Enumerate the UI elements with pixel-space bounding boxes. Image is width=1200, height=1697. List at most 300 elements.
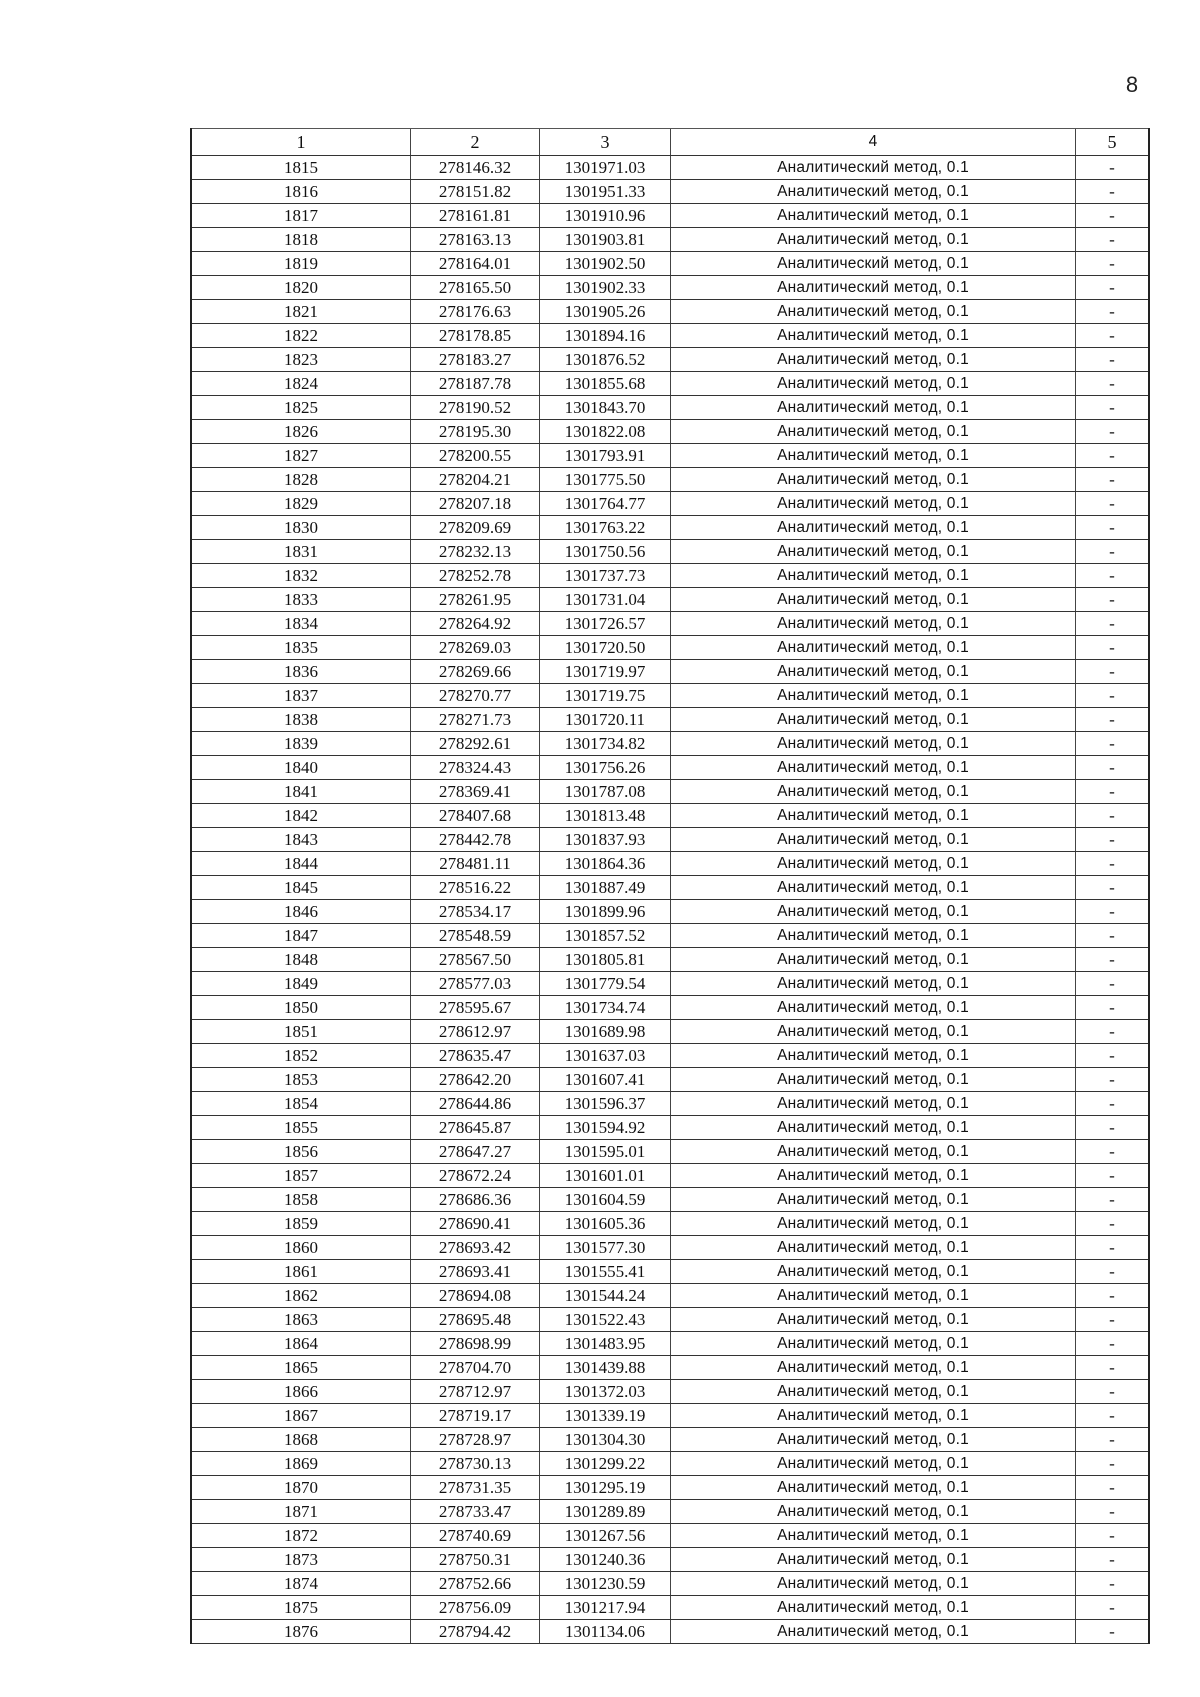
- cell-point-number: 1833: [191, 588, 411, 612]
- cell-note: -: [1076, 420, 1150, 444]
- cell-coord-x: 278595.67: [411, 996, 540, 1020]
- table-row: [191, 348, 1149, 372]
- table-row: [191, 1044, 1149, 1068]
- cell-point-number: 1857: [191, 1164, 411, 1188]
- cell-note: -: [1076, 1452, 1150, 1476]
- cell-note: -: [1076, 180, 1150, 204]
- table-row: [191, 228, 1149, 252]
- cell-coord-y: 1301267.56: [540, 1524, 671, 1548]
- cell-coord-y: 1301604.59: [540, 1188, 671, 1212]
- cell-method: Аналитический метод, 0.1: [671, 1524, 1076, 1548]
- cell-point-number: 1817: [191, 204, 411, 228]
- cell-coord-y: 1301837.93: [540, 828, 671, 852]
- header-col-2: 2: [411, 129, 540, 156]
- cell-point-number: 1834: [191, 612, 411, 636]
- table-row: [191, 1596, 1149, 1620]
- cell-coord-y: 1301720.50: [540, 636, 671, 660]
- cell-coord-x: 278232.13: [411, 540, 540, 564]
- cell-point-number: 1862: [191, 1284, 411, 1308]
- cell-method: Аналитический метод, 0.1: [671, 252, 1076, 276]
- cell-coord-x: 278176.63: [411, 300, 540, 324]
- cell-coord-y: 1301843.70: [540, 396, 671, 420]
- cell-note: -: [1076, 612, 1150, 636]
- cell-note: -: [1076, 1524, 1150, 1548]
- cell-coord-y: 1301793.91: [540, 444, 671, 468]
- cell-coord-y: 1301719.97: [540, 660, 671, 684]
- cell-method: Аналитический метод, 0.1: [671, 156, 1076, 180]
- cell-point-number: 1826: [191, 420, 411, 444]
- cell-note: -: [1076, 252, 1150, 276]
- cell-point-number: 1860: [191, 1236, 411, 1260]
- cell-coord-y: 1301779.54: [540, 972, 671, 996]
- cell-method: Аналитический метод, 0.1: [671, 756, 1076, 780]
- table-row: [191, 708, 1149, 732]
- cell-point-number: 1830: [191, 516, 411, 540]
- cell-coord-y: 1301971.03: [540, 156, 671, 180]
- cell-point-number: 1869: [191, 1452, 411, 1476]
- cell-coord-x: 278163.13: [411, 228, 540, 252]
- cell-coord-y: 1301951.33: [540, 180, 671, 204]
- cell-method: Аналитический метод, 0.1: [671, 1044, 1076, 1068]
- table-row: [191, 1476, 1149, 1500]
- coordinates-table-container: [190, 128, 1142, 1644]
- cell-coord-y: 1301299.22: [540, 1452, 671, 1476]
- cell-point-number: 1824: [191, 372, 411, 396]
- cell-coord-x: 278644.86: [411, 1092, 540, 1116]
- cell-point-number: 1866: [191, 1380, 411, 1404]
- cell-method: Аналитический метод, 0.1: [671, 1476, 1076, 1500]
- cell-note: -: [1076, 756, 1150, 780]
- cell-method: Аналитический метод, 0.1: [671, 1236, 1076, 1260]
- cell-coord-x: 278794.42: [411, 1620, 540, 1644]
- cell-note: -: [1076, 1332, 1150, 1356]
- table-row: [191, 1332, 1149, 1356]
- cell-coord-y: 1301813.48: [540, 804, 671, 828]
- cell-coord-y: 1301876.52: [540, 348, 671, 372]
- cell-coord-x: 278324.43: [411, 756, 540, 780]
- cell-coord-y: 1301134.06: [540, 1620, 671, 1644]
- table-row: [191, 756, 1149, 780]
- cell-coord-y: 1301756.26: [540, 756, 671, 780]
- cell-method: Аналитический метод, 0.1: [671, 876, 1076, 900]
- page-number: 8: [1125, 72, 1139, 97]
- cell-note: -: [1076, 1044, 1150, 1068]
- table-row: [191, 204, 1149, 228]
- cell-point-number: 1831: [191, 540, 411, 564]
- cell-note: -: [1076, 1260, 1150, 1284]
- cell-note: -: [1076, 1068, 1150, 1092]
- cell-point-number: 1832: [191, 564, 411, 588]
- cell-note: -: [1076, 492, 1150, 516]
- cell-coord-x: 278534.17: [411, 900, 540, 924]
- cell-coord-y: 1301822.08: [540, 420, 671, 444]
- cell-note: -: [1076, 1548, 1150, 1572]
- cell-point-number: 1853: [191, 1068, 411, 1092]
- cell-method: Аналитический метод, 0.1: [671, 1284, 1076, 1308]
- cell-coord-x: 278635.47: [411, 1044, 540, 1068]
- cell-method: Аналитический метод, 0.1: [671, 732, 1076, 756]
- cell-point-number: 1838: [191, 708, 411, 732]
- cell-point-number: 1819: [191, 252, 411, 276]
- cell-method: Аналитический метод, 0.1: [671, 1116, 1076, 1140]
- table-row: [191, 1572, 1149, 1596]
- table-row: [191, 684, 1149, 708]
- cell-note: -: [1076, 1140, 1150, 1164]
- cell-point-number: 1841: [191, 780, 411, 804]
- cell-coord-x: 278187.78: [411, 372, 540, 396]
- cell-coord-x: 278178.85: [411, 324, 540, 348]
- cell-note: -: [1076, 1236, 1150, 1260]
- cell-coord-y: 1301737.73: [540, 564, 671, 588]
- table-row: [191, 588, 1149, 612]
- cell-point-number: 1845: [191, 876, 411, 900]
- table-row: [191, 1260, 1149, 1284]
- cell-coord-x: 278642.20: [411, 1068, 540, 1092]
- cell-note: -: [1076, 732, 1150, 756]
- cell-note: -: [1076, 1572, 1150, 1596]
- cell-note: -: [1076, 1356, 1150, 1380]
- cell-point-number: 1854: [191, 1092, 411, 1116]
- table-row: [191, 468, 1149, 492]
- cell-coord-x: 278731.35: [411, 1476, 540, 1500]
- cell-method: Аналитический метод, 0.1: [671, 1212, 1076, 1236]
- cell-method: Аналитический метод, 0.1: [671, 1188, 1076, 1212]
- table-row: [191, 852, 1149, 876]
- table-row: [191, 300, 1149, 324]
- table-row: [191, 1020, 1149, 1044]
- cell-method: Аналитический метод, 0.1: [671, 1620, 1076, 1644]
- cell-coord-x: 278548.59: [411, 924, 540, 948]
- cell-coord-x: 278252.78: [411, 564, 540, 588]
- cell-coord-x: 278209.69: [411, 516, 540, 540]
- table-row: [191, 924, 1149, 948]
- table-row: [191, 636, 1149, 660]
- cell-coord-y: 1301601.01: [540, 1164, 671, 1188]
- cell-method: Аналитический метод, 0.1: [671, 420, 1076, 444]
- cell-coord-x: 278161.81: [411, 204, 540, 228]
- cell-coord-x: 278704.70: [411, 1356, 540, 1380]
- table-row: [191, 1524, 1149, 1548]
- cell-coord-x: 278369.41: [411, 780, 540, 804]
- cell-point-number: 1829: [191, 492, 411, 516]
- cell-coord-x: 278270.77: [411, 684, 540, 708]
- cell-point-number: 1867: [191, 1404, 411, 1428]
- cell-note: -: [1076, 852, 1150, 876]
- cell-method: Аналитический метод, 0.1: [671, 1092, 1076, 1116]
- cell-method: Аналитический метод, 0.1: [671, 1260, 1076, 1284]
- cell-coord-y: 1301910.96: [540, 204, 671, 228]
- table-row: [191, 420, 1149, 444]
- cell-coord-y: 1301902.33: [540, 276, 671, 300]
- cell-note: -: [1076, 684, 1150, 708]
- cell-note: -: [1076, 1620, 1150, 1644]
- cell-coord-y: 1301731.04: [540, 588, 671, 612]
- cell-method: Аналитический метод, 0.1: [671, 1332, 1076, 1356]
- cell-coord-y: 1301544.24: [540, 1284, 671, 1308]
- cell-coord-y: 1301289.89: [540, 1500, 671, 1524]
- cell-coord-x: 278271.73: [411, 708, 540, 732]
- header-col-5: 5: [1076, 129, 1150, 156]
- cell-coord-x: 278200.55: [411, 444, 540, 468]
- table-row: [191, 156, 1149, 180]
- cell-coord-y: 1301230.59: [540, 1572, 671, 1596]
- cell-note: -: [1076, 1020, 1150, 1044]
- cell-point-number: 1816: [191, 180, 411, 204]
- cell-point-number: 1855: [191, 1116, 411, 1140]
- table-row: [191, 948, 1149, 972]
- cell-coord-x: 278195.30: [411, 420, 540, 444]
- cell-coord-x: 278442.78: [411, 828, 540, 852]
- cell-method: Аналитический метод, 0.1: [671, 852, 1076, 876]
- cell-point-number: 1835: [191, 636, 411, 660]
- cell-note: -: [1076, 588, 1150, 612]
- cell-note: -: [1076, 708, 1150, 732]
- cell-point-number: 1836: [191, 660, 411, 684]
- table-row: [191, 612, 1149, 636]
- cell-coord-x: 278567.50: [411, 948, 540, 972]
- cell-method: Аналитический метод, 0.1: [671, 1452, 1076, 1476]
- cell-coord-x: 278740.69: [411, 1524, 540, 1548]
- cell-coord-x: 278183.27: [411, 348, 540, 372]
- cell-coord-x: 278516.22: [411, 876, 540, 900]
- cell-note: -: [1076, 1188, 1150, 1212]
- cell-coord-y: 1301637.03: [540, 1044, 671, 1068]
- cell-coord-y: 1301439.88: [540, 1356, 671, 1380]
- cell-method: Аналитический метод, 0.1: [671, 828, 1076, 852]
- cell-note: -: [1076, 1428, 1150, 1452]
- cell-point-number: 1843: [191, 828, 411, 852]
- header-col-3: 3: [540, 129, 671, 156]
- cell-coord-y: 1301240.36: [540, 1548, 671, 1572]
- cell-point-number: 1823: [191, 348, 411, 372]
- cell-method: Аналитический метод, 0.1: [671, 948, 1076, 972]
- cell-note: -: [1076, 1404, 1150, 1428]
- cell-coord-y: 1301595.01: [540, 1140, 671, 1164]
- cell-method: Аналитический метод, 0.1: [671, 1404, 1076, 1428]
- cell-coord-y: 1301857.52: [540, 924, 671, 948]
- cell-point-number: 1828: [191, 468, 411, 492]
- table-row: [191, 1404, 1149, 1428]
- cell-method: Аналитический метод, 0.1: [671, 660, 1076, 684]
- cell-note: -: [1076, 1308, 1150, 1332]
- cell-note: -: [1076, 876, 1150, 900]
- cell-coord-x: 278292.61: [411, 732, 540, 756]
- cell-coord-y: 1301483.95: [540, 1332, 671, 1356]
- cell-coord-y: 1301295.19: [540, 1476, 671, 1500]
- cell-coord-x: 278730.13: [411, 1452, 540, 1476]
- cell-method: Аналитический метод, 0.1: [671, 516, 1076, 540]
- cell-point-number: 1868: [191, 1428, 411, 1452]
- table-row: [191, 372, 1149, 396]
- cell-coord-x: 278261.95: [411, 588, 540, 612]
- cell-coord-x: 278752.66: [411, 1572, 540, 1596]
- cell-coord-y: 1301855.68: [540, 372, 671, 396]
- cell-method: Аналитический метод, 0.1: [671, 1020, 1076, 1044]
- cell-note: -: [1076, 996, 1150, 1020]
- coordinates-table: [190, 128, 1150, 1644]
- cell-method: Аналитический метод, 0.1: [671, 324, 1076, 348]
- cell-coord-x: 278695.48: [411, 1308, 540, 1332]
- cell-coord-x: 278407.68: [411, 804, 540, 828]
- cell-note: -: [1076, 540, 1150, 564]
- cell-method: Аналитический метод, 0.1: [671, 540, 1076, 564]
- cell-method: Аналитический метод, 0.1: [671, 1164, 1076, 1188]
- header-col-1: 1: [191, 129, 411, 156]
- cell-coord-x: 278733.47: [411, 1500, 540, 1524]
- cell-point-number: 1850: [191, 996, 411, 1020]
- cell-method: Аналитический метод, 0.1: [671, 300, 1076, 324]
- table-row: [191, 516, 1149, 540]
- cell-note: -: [1076, 1164, 1150, 1188]
- cell-note: -: [1076, 1092, 1150, 1116]
- cell-method: Аналитический метод, 0.1: [671, 636, 1076, 660]
- cell-method: Аналитический метод, 0.1: [671, 1572, 1076, 1596]
- cell-point-number: 1865: [191, 1356, 411, 1380]
- cell-point-number: 1874: [191, 1572, 411, 1596]
- cell-method: Аналитический метод, 0.1: [671, 1380, 1076, 1404]
- cell-method: Аналитический метод, 0.1: [671, 780, 1076, 804]
- cell-note: -: [1076, 1476, 1150, 1500]
- cell-point-number: 1837: [191, 684, 411, 708]
- cell-coord-x: 278190.52: [411, 396, 540, 420]
- table-row: [191, 1068, 1149, 1092]
- table-row: [191, 180, 1149, 204]
- cell-note: -: [1076, 804, 1150, 828]
- cell-point-number: 1821: [191, 300, 411, 324]
- cell-note: -: [1076, 1212, 1150, 1236]
- table-row: [191, 1236, 1149, 1260]
- cell-point-number: 1840: [191, 756, 411, 780]
- cell-method: Аналитический метод, 0.1: [671, 588, 1076, 612]
- cell-method: Аналитический метод, 0.1: [671, 468, 1076, 492]
- cell-coord-y: 1301555.41: [540, 1260, 671, 1284]
- table-row: [191, 780, 1149, 804]
- cell-coord-x: 278269.66: [411, 660, 540, 684]
- cell-coord-x: 278728.97: [411, 1428, 540, 1452]
- cell-coord-x: 278693.41: [411, 1260, 540, 1284]
- table-row: [191, 324, 1149, 348]
- cell-point-number: 1825: [191, 396, 411, 420]
- table-row: [191, 1548, 1149, 1572]
- cell-point-number: 1876: [191, 1620, 411, 1644]
- cell-note: -: [1076, 300, 1150, 324]
- cell-coord-y: 1301339.19: [540, 1404, 671, 1428]
- cell-method: Аналитический метод, 0.1: [671, 1068, 1076, 1092]
- cell-method: Аналитический метод, 0.1: [671, 612, 1076, 636]
- cell-coord-x: 278207.18: [411, 492, 540, 516]
- table-row: [191, 732, 1149, 756]
- cell-point-number: 1856: [191, 1140, 411, 1164]
- cell-point-number: 1849: [191, 972, 411, 996]
- cell-coord-y: 1301805.81: [540, 948, 671, 972]
- cell-coord-x: 278264.92: [411, 612, 540, 636]
- cell-coord-x: 278269.03: [411, 636, 540, 660]
- table-row: [191, 1164, 1149, 1188]
- cell-coord-y: 1301787.08: [540, 780, 671, 804]
- table-row: [191, 1212, 1149, 1236]
- cell-note: -: [1076, 276, 1150, 300]
- cell-coord-y: 1301734.74: [540, 996, 671, 1020]
- cell-note: -: [1076, 516, 1150, 540]
- cell-note: -: [1076, 444, 1150, 468]
- table-row: [191, 996, 1149, 1020]
- cell-coord-y: 1301522.43: [540, 1308, 671, 1332]
- cell-coord-x: 278577.03: [411, 972, 540, 996]
- cell-point-number: 1871: [191, 1500, 411, 1524]
- cell-method: Аналитический метод, 0.1: [671, 684, 1076, 708]
- cell-coord-y: 1301596.37: [540, 1092, 671, 1116]
- cell-note: -: [1076, 468, 1150, 492]
- cell-method: Аналитический метод, 0.1: [671, 1548, 1076, 1572]
- cell-note: -: [1076, 1596, 1150, 1620]
- cell-coord-x: 278165.50: [411, 276, 540, 300]
- cell-coord-x: 278204.21: [411, 468, 540, 492]
- cell-point-number: 1872: [191, 1524, 411, 1548]
- cell-method: Аналитический метод, 0.1: [671, 708, 1076, 732]
- table-row: [191, 540, 1149, 564]
- cell-note: -: [1076, 228, 1150, 252]
- cell-method: Аналитический метод, 0.1: [671, 492, 1076, 516]
- cell-coord-y: 1301905.26: [540, 300, 671, 324]
- cell-note: -: [1076, 780, 1150, 804]
- cell-note: -: [1076, 156, 1150, 180]
- cell-method: Аналитический метод, 0.1: [671, 1356, 1076, 1380]
- table-row: [191, 972, 1149, 996]
- table-row: [191, 1308, 1149, 1332]
- cell-coord-y: 1301607.41: [540, 1068, 671, 1092]
- cell-coord-y: 1301763.22: [540, 516, 671, 540]
- cell-method: Аналитический метод, 0.1: [671, 180, 1076, 204]
- cell-note: -: [1076, 1284, 1150, 1308]
- table-row: [191, 1380, 1149, 1404]
- header-col-4: 4: [671, 129, 1076, 156]
- table-row: [191, 804, 1149, 828]
- table-row: [191, 1620, 1149, 1644]
- cell-note: -: [1076, 324, 1150, 348]
- cell-coord-y: 1301899.96: [540, 900, 671, 924]
- cell-note: -: [1076, 828, 1150, 852]
- cell-point-number: 1822: [191, 324, 411, 348]
- cell-point-number: 1844: [191, 852, 411, 876]
- cell-note: -: [1076, 900, 1150, 924]
- cell-coord-x: 278481.11: [411, 852, 540, 876]
- cell-method: Аналитический метод, 0.1: [671, 276, 1076, 300]
- cell-method: Аналитический метод, 0.1: [671, 444, 1076, 468]
- cell-coord-x: 278750.31: [411, 1548, 540, 1572]
- table-row: [191, 1428, 1149, 1452]
- table-row: [191, 900, 1149, 924]
- cell-coord-x: 278612.97: [411, 1020, 540, 1044]
- cell-coord-y: 1301894.16: [540, 324, 671, 348]
- cell-coord-x: 278151.82: [411, 180, 540, 204]
- table-row: [191, 1500, 1149, 1524]
- table-row: [191, 276, 1149, 300]
- cell-coord-y: 1301902.50: [540, 252, 671, 276]
- cell-coord-y: 1301720.11: [540, 708, 671, 732]
- cell-note: -: [1076, 924, 1150, 948]
- cell-note: -: [1076, 948, 1150, 972]
- table-row: [191, 828, 1149, 852]
- cell-method: Аналитический метод, 0.1: [671, 396, 1076, 420]
- cell-note: -: [1076, 564, 1150, 588]
- cell-method: Аналитический метод, 0.1: [671, 348, 1076, 372]
- cell-note: -: [1076, 660, 1150, 684]
- cell-point-number: 1851: [191, 1020, 411, 1044]
- table-row: [191, 1140, 1149, 1164]
- table-row: [191, 660, 1149, 684]
- cell-coord-x: 278693.42: [411, 1236, 540, 1260]
- cell-coord-y: 1301689.98: [540, 1020, 671, 1044]
